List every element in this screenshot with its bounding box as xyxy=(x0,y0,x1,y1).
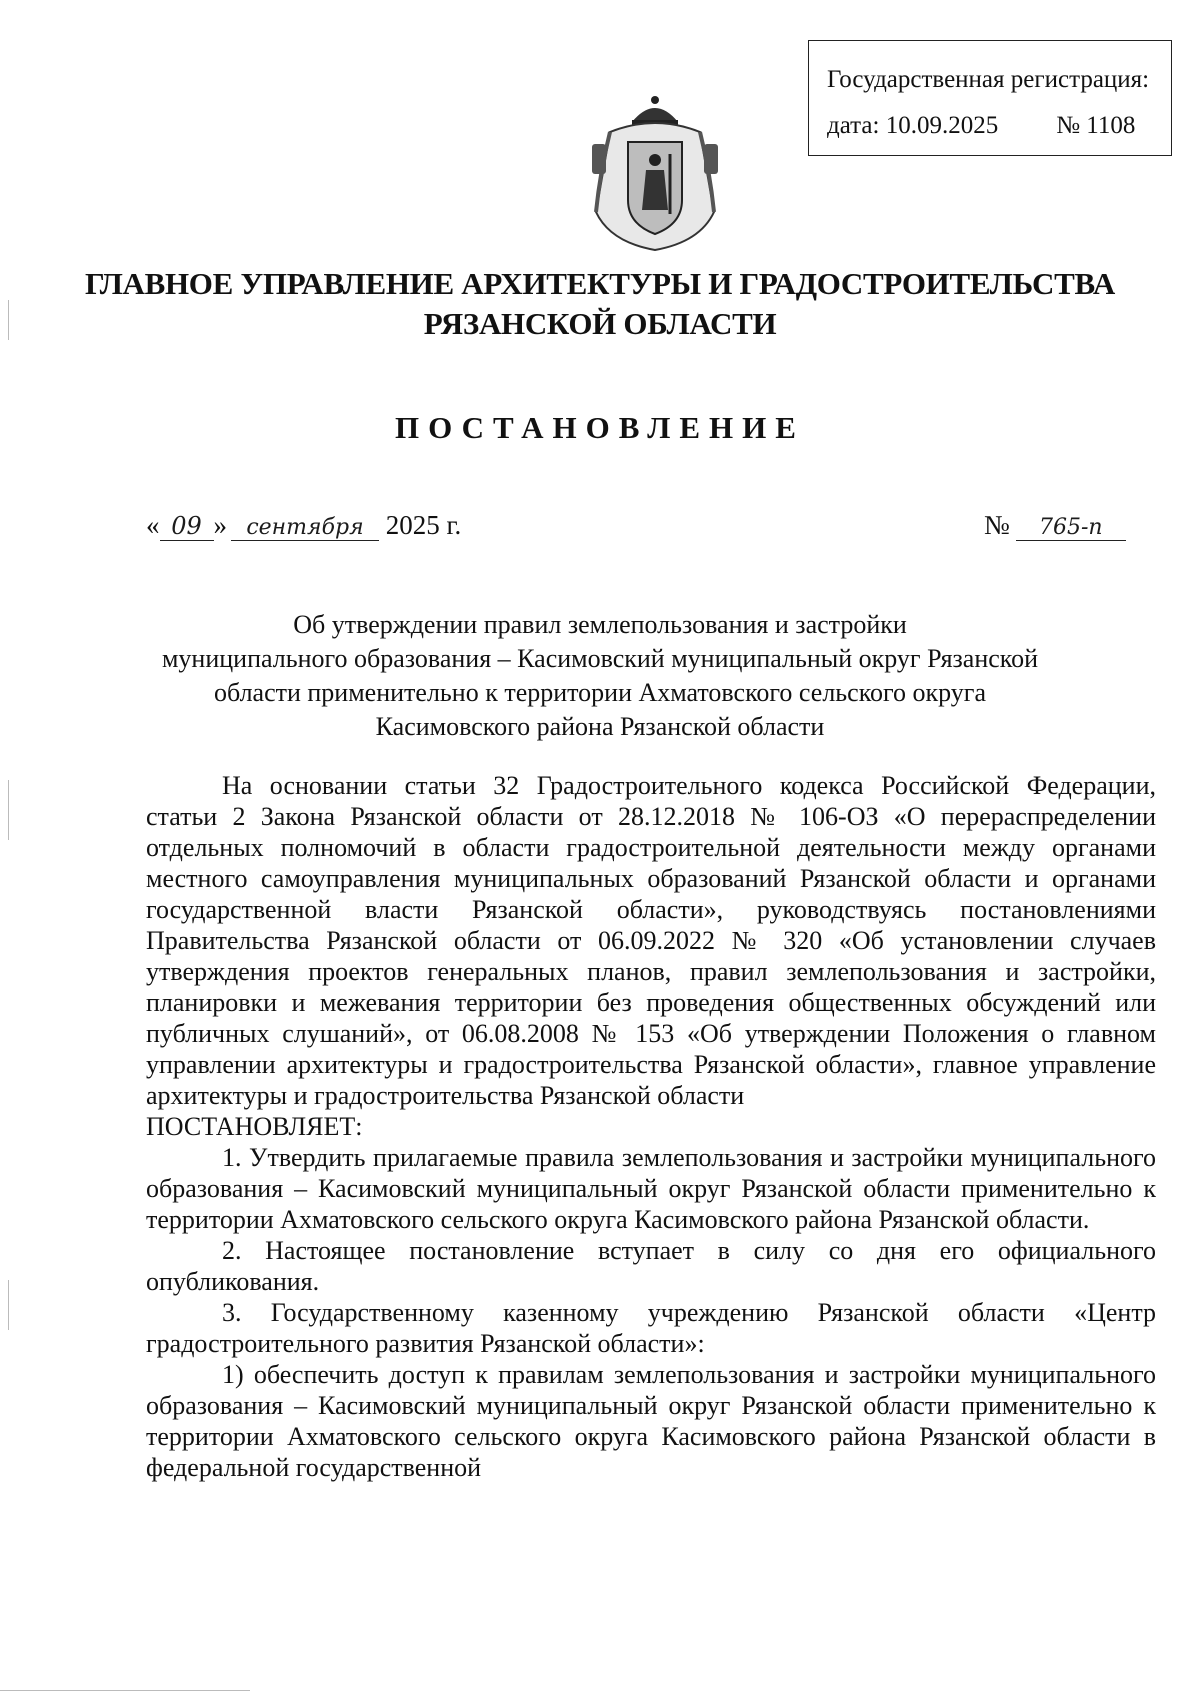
document-type-title: ПОСТАНОВЛЕНИЕ xyxy=(395,410,805,445)
document-subject xyxy=(0,608,1200,744)
subject-line-4: Касимовского района Рязанской области xyxy=(375,712,825,741)
date-month: сентября xyxy=(231,515,379,541)
registration-stamp xyxy=(808,40,1172,156)
subject-line-2: муниципального образования – Касимовский муниципальный округ Рязанской xyxy=(161,644,1039,673)
scan-margin-mark xyxy=(8,780,9,840)
agency-line-2: РЯЗАНСКОЙ ОБЛАСТИ xyxy=(423,306,777,341)
resolves-word: ПОСТАНОВЛЯЕТ: xyxy=(146,1112,363,1141)
date-close-quote: » xyxy=(213,510,227,540)
coat-of-arms-icon xyxy=(580,92,730,254)
number-value: 765-п xyxy=(1016,515,1126,541)
item-2-paragraph: 2. Настоящее постановление вступает в силу со дня его официального опубликования. xyxy=(146,1236,1156,1296)
preamble-paragraph: На основании статьи 32 Градостроительного кодекса Российской Федерации, статьи 2 Закона Рязанской области от 28.12.2018 № 106-ОЗ «О перераспределении отдельных полномочий в области градостроительной деятельности между органами местного самоуправления муниципальных образований Рязанской области и органами государственной власти Рязанской области», руководствуясь постановлениями Правительства Рязанской области от 06.09.2022 № 320 «Об установлении случаев утверждения проектов генеральных планов, правил землепользования и застройки, планировки и межевания территории без проведения общественных обсуждений или публичных слушаний», от 06.08.2008 № 153 «Об утверждении Положения о главном управлении архитектуры и градостроительства Рязанской области», главное управление архитектуры и градостроительства Рязанской области xyxy=(146,771,1156,1110)
agency-line-1: ГЛАВНОЕ УПРАВЛЕНИЕ АРХИТЕКТУРЫ И ГРАДОСТРОИТЕЛЬСТВА xyxy=(84,266,1115,301)
subject-line-3: области применительно к территории Ахматовского сельского округа xyxy=(213,678,987,707)
scan-margin-mark xyxy=(8,1280,9,1330)
registration-number: № 1108 xyxy=(1056,112,1136,139)
date-open-quote: « xyxy=(146,510,160,540)
item-1-paragraph: 1. Утвердить прилагаемые правила землепользования и застройки муниципального образования – Касимовский муниципальный округ Рязанской области применительно к территории Ахматовского сельского округа Касимовского района Рязанской области. xyxy=(146,1143,1156,1234)
item-3-1-paragraph: 1) обеспечить доступ к правилам землепользования и застройки муниципального образования – Касимовский муниципальный округ Рязанской области применительно к территории Ахматовского сельского округа Касимовского района Рязанской области в федеральной государственной xyxy=(146,1360,1156,1482)
document-number xyxy=(984,510,1126,541)
registration-date: дата: 10.09.2025 xyxy=(827,112,999,139)
subject-line-1: Об утверждении правил землепользования и застройки xyxy=(293,610,907,639)
document-date xyxy=(146,510,461,541)
item-3-paragraph: 3. Государственному казенному учреждению Рязанской области «Центр градостроительного развития Рязанской области»: xyxy=(146,1298,1156,1358)
document-body xyxy=(146,770,1156,1483)
number-prefix: № xyxy=(984,510,1010,540)
date-day: 09 xyxy=(160,512,214,541)
date-year: 2025 г. xyxy=(385,510,462,540)
agency-name xyxy=(0,264,1200,344)
registration-title: Государственная регистрация: xyxy=(827,66,1150,93)
scan-bottom-mark xyxy=(0,1690,250,1691)
